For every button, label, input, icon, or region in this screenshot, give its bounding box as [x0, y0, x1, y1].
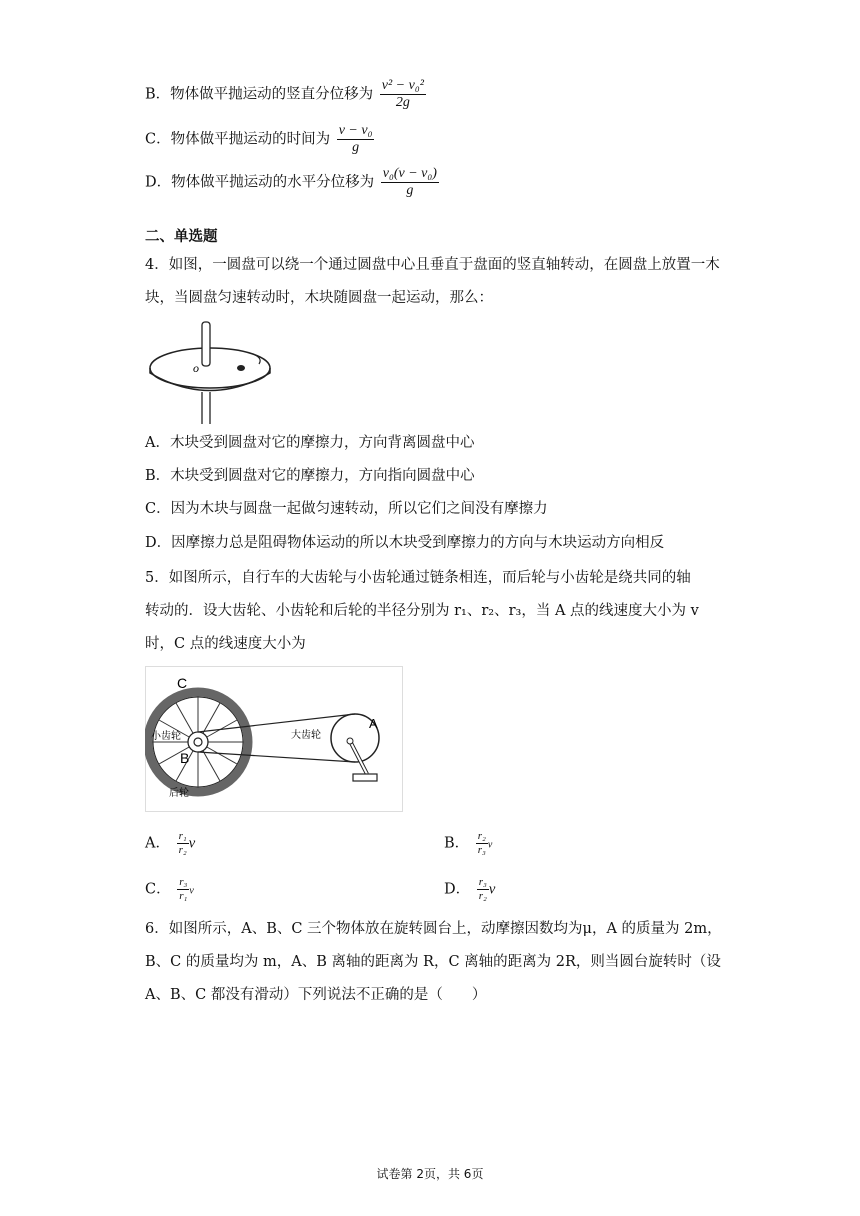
- disk-center-label: o: [193, 361, 199, 375]
- fig-label-a: A: [369, 716, 378, 731]
- q4-option-b: B．木块受到圆盘对它的摩擦力，方向指向圆盘中心: [145, 468, 475, 484]
- q5-option-c-fraction: [177, 876, 189, 903]
- q3-option-b: [145, 78, 426, 111]
- q5-option-b: [444, 830, 492, 857]
- q6-line-1: 6．如图所示，A、B、C 三个物体放在旋转圆台上，动摩擦因数均为μ，A 的质量为 2m，: [145, 921, 722, 937]
- option-label: D．: [444, 881, 471, 898]
- fig-label-rear-wheel: 后轮: [169, 788, 189, 799]
- option-label: C．: [145, 881, 171, 898]
- q6-line-2: B、C 的质量均为 m，A、B 离轴的距离为 R，C 离轴的距离为 2R，则当圆台旋转时（设: [145, 954, 721, 970]
- bicycle-gear-figure: [145, 666, 403, 812]
- q3-option-d-fraction: [381, 166, 439, 199]
- q4-option-a: A．木块受到圆盘对它的摩擦力，方向背离圆盘中心: [145, 435, 475, 451]
- page-footer: 试卷第 2页，共 6页: [376, 1167, 484, 1181]
- q5-stem-line-1: 5．如图所示，自行车的大齿轮与小齿轮通过链条相连，而后轮与小齿轮是绕共同的轴: [145, 570, 691, 586]
- q3-option-b-fraction: [380, 78, 426, 111]
- fraction-denominator: r₂: [478, 890, 487, 902]
- fraction-numerator: r₃: [478, 876, 487, 888]
- option-tail: v: [189, 885, 194, 897]
- fraction-denominator: r₃: [477, 844, 486, 856]
- rotating-disk-figure: [145, 318, 275, 428]
- fraction-denominator: g: [352, 140, 360, 155]
- option-label: B．: [444, 835, 470, 852]
- q4-stem: 4．如图，一圆盘可以绕一个通过圆盘中心且垂直于盘面的竖直轴转动，在圆盘上放置一木块，当圆盘匀速转动时，木块随圆盘一起运动，那么：: [145, 257, 720, 306]
- fig-label-b: B: [180, 750, 190, 766]
- fig-label-small-gear: 小齿轮: [151, 731, 181, 742]
- q5-option-a-fraction: [177, 830, 189, 857]
- q3-option-b-text: B．物体做平抛运动的竖直分位移为: [145, 86, 374, 103]
- q5-stem-line-3: 时，C 点的线速度大小为: [145, 636, 306, 652]
- fraction-denominator: r₂: [178, 844, 187, 856]
- q4-option-c: C．因为木块与圆盘一起做匀速转动，所以它们之间没有摩擦力: [145, 501, 548, 517]
- q5-option-b-fraction: [476, 830, 488, 857]
- option-tail: v: [488, 881, 496, 898]
- fraction-numerator: r₁: [178, 830, 187, 842]
- q3-option-c-fraction: [337, 123, 375, 156]
- q3-option-c: [145, 123, 374, 156]
- fraction-denominator: r₁: [179, 890, 188, 902]
- q3-option-d-text: D．物体做平抛运动的水平分位移为: [145, 174, 375, 191]
- fraction-numerator: r₃: [179, 876, 188, 888]
- q4-option-d: D．因摩擦力总是阻碍物体运动的所以木块受到摩擦力的方向与木块运动方向相反: [145, 535, 665, 551]
- q3-option-c-text: C．物体做平抛运动的时间为: [145, 131, 331, 148]
- fraction-denominator: g: [406, 183, 414, 198]
- option-tail: v: [188, 835, 196, 852]
- section-title: 二、单选题: [145, 228, 218, 245]
- q5-option-d: [444, 876, 495, 903]
- fraction-numerator: v − v₀: [338, 123, 373, 138]
- option-label: A．: [145, 835, 170, 852]
- fraction-numerator: v² − v₀²: [381, 78, 424, 93]
- q5-stem-line-2: 转动的．设大齿轮、小齿轮和后轮的半径分别为 r₁、r₂、r₃，当 A 点的线速度大小为 v: [145, 603, 699, 619]
- fig-label-c: C: [177, 675, 188, 691]
- q5-option-a: [145, 830, 195, 857]
- q5-option-d-fraction: [477, 876, 489, 903]
- option-tail: v: [487, 839, 493, 851]
- q5-option-c: [145, 876, 194, 903]
- fraction-denominator: 2g: [395, 95, 410, 110]
- fraction-numerator: v₀(v − v₀): [382, 166, 437, 181]
- fig-label-big-gear: 大齿轮: [291, 730, 321, 741]
- fraction-numerator: r₂: [477, 830, 486, 842]
- q6-line-3: A、B、C 都没有滑动）下列说法不正确的是（ ）: [145, 987, 487, 1003]
- q3-option-d: [145, 166, 439, 199]
